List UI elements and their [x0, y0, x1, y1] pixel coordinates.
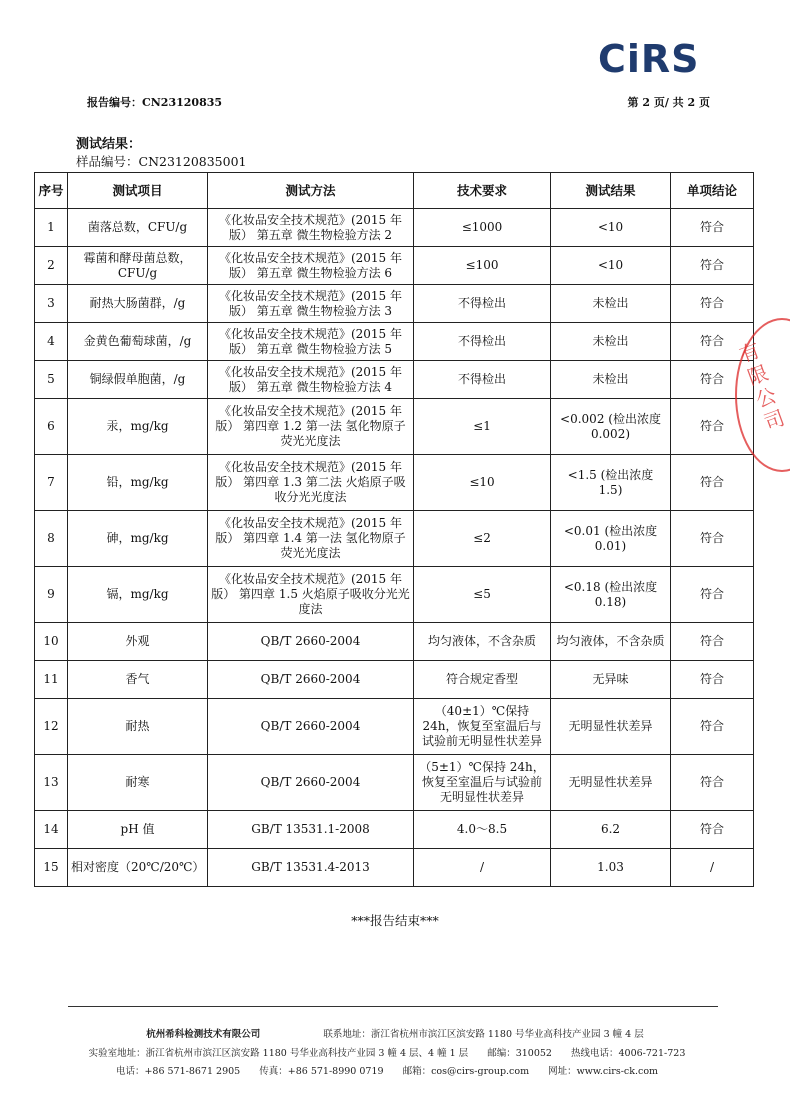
- row-item: 铅，mg/kg: [68, 455, 208, 511]
- row-requirement: 不得检出: [414, 361, 551, 399]
- row-method: 《化妆品安全技术规范》(2015 年版） 第四章 1.2 第一法 氢化物原子荧光光度法: [208, 399, 414, 455]
- row-requirement: 符合规定香型: [414, 661, 551, 699]
- footer-divider: [68, 1006, 718, 1007]
- row-method: QB/T 2660-2004: [208, 699, 414, 755]
- page-indicator: 第 2 页/ 共 2 页: [627, 96, 710, 109]
- table-row: [35, 567, 754, 623]
- row-method: 《化妆品安全技术规范》(2015 年版） 第五章 微生物检验方法 6: [208, 247, 414, 285]
- row-item: 砷，mg/kg: [68, 511, 208, 567]
- row-conclusion: 符合: [671, 567, 754, 623]
- row-method: QB/T 2660-2004: [208, 755, 414, 811]
- table-row: [35, 755, 754, 811]
- col-header-no: 序号: [35, 173, 68, 209]
- row-no: 15: [35, 849, 68, 887]
- table-row: [35, 811, 754, 849]
- footer-website: 网址：www.cirs-ck.com: [548, 1066, 659, 1077]
- row-conclusion: 符合: [671, 755, 754, 811]
- row-no: 7: [35, 455, 68, 511]
- row-method: QB/T 2660-2004: [208, 661, 414, 699]
- row-method: QB/T 2660-2004: [208, 623, 414, 661]
- row-item: 香气: [68, 661, 208, 699]
- row-conclusion: 符合: [671, 361, 754, 399]
- row-conclusion: 符合: [671, 455, 754, 511]
- row-conclusion: 符合: [671, 285, 754, 323]
- table-row: [35, 285, 754, 323]
- col-header-requirement: 技术要求: [414, 173, 551, 209]
- row-conclusion: 符合: [671, 511, 754, 567]
- row-no: 5: [35, 361, 68, 399]
- row-result: 未检出: [551, 361, 671, 399]
- row-result: 无明显性状差异: [551, 755, 671, 811]
- row-item: 汞，mg/kg: [68, 399, 208, 455]
- footer-hotline: 热线电话：4006-721-723: [571, 1048, 686, 1059]
- row-no: 10: [35, 623, 68, 661]
- row-conclusion: 符合: [671, 699, 754, 755]
- cirs-logo: CiRS: [598, 37, 700, 81]
- row-item: 耐热: [68, 699, 208, 755]
- row-conclusion: 符合: [671, 661, 754, 699]
- row-item: 耐寒: [68, 755, 208, 811]
- row-method: 《化妆品安全技术规范》(2015 年版） 第四章 1.5 火焰原子吸收分光光度法: [208, 567, 414, 623]
- table-row: [35, 699, 754, 755]
- footer-company: 杭州希科检测技术有限公司: [146, 1029, 261, 1040]
- row-no: 14: [35, 811, 68, 849]
- row-item: 铜绿假单胞菌，/g: [68, 361, 208, 399]
- row-result: 1.03: [551, 849, 671, 887]
- table-row: [35, 849, 754, 887]
- row-item: pH 值: [68, 811, 208, 849]
- row-conclusion: /: [671, 849, 754, 887]
- seal-text: 有限公司: [733, 338, 789, 438]
- row-requirement: 不得检出: [414, 323, 551, 361]
- row-item: 霉菌和酵母菌总数，CFU/g: [68, 247, 208, 285]
- row-no: 6: [35, 399, 68, 455]
- row-result: <1.5 (检出浓度 1.5): [551, 455, 671, 511]
- row-method: 《化妆品安全技术规范》(2015 年版） 第五章 微生物检验方法 3: [208, 285, 414, 323]
- table-row: [35, 209, 754, 247]
- row-method: 《化妆品安全技术规范》(2015 年版） 第五章 微生物检验方法 4: [208, 361, 414, 399]
- row-result: <0.01 (检出浓度 0.01): [551, 511, 671, 567]
- row-no: 1: [35, 209, 68, 247]
- row-item: 外观: [68, 623, 208, 661]
- col-header-conclusion: 单项结论: [671, 173, 754, 209]
- row-no: 13: [35, 755, 68, 811]
- footer-line-3: [0, 1063, 790, 1077]
- row-result: <10: [551, 209, 671, 247]
- table-row: [35, 323, 754, 361]
- row-item: 金黄色葡萄球菌，/g: [68, 323, 208, 361]
- row-no: 8: [35, 511, 68, 567]
- table-row: [35, 361, 754, 399]
- table-row: [35, 623, 754, 661]
- footer-lab-address: 实验室地址：浙江省杭州市滨江区滨安路 1180 号华业高科技产业园 3 幢 4 层、4 幢 1 层: [88, 1048, 469, 1059]
- footer-line-1: [0, 1026, 790, 1040]
- footer-phone: 电话：+86 571-8671 2905: [115, 1066, 241, 1077]
- row-requirement: ≤5: [414, 567, 551, 623]
- row-method: 《化妆品安全技术规范》(2015 年版） 第四章 1.3 第二法 火焰原子吸收分光光度法: [208, 455, 414, 511]
- row-requirement: ≤10: [414, 455, 551, 511]
- row-requirement: ≤100: [414, 247, 551, 285]
- row-no: 4: [35, 323, 68, 361]
- row-conclusion: 符合: [671, 811, 754, 849]
- row-method: GB/T 13531.1-2008: [208, 811, 414, 849]
- row-method: 《化妆品安全技术规范》(2015 年版） 第五章 微生物检验方法 5: [208, 323, 414, 361]
- row-conclusion: 符合: [671, 323, 754, 361]
- row-requirement: 4.0～8.5: [414, 811, 551, 849]
- row-result: 无明显性状差异: [551, 699, 671, 755]
- report-end-mark: ***报告结束***: [351, 913, 439, 928]
- row-requirement: （5±1）℃保持 24h，恢复至室温后与试验前无明显性状差异: [414, 755, 551, 811]
- row-conclusion: 符合: [671, 247, 754, 285]
- row-item: 菌落总数，CFU/g: [68, 209, 208, 247]
- col-header-item: 测试项目: [68, 173, 208, 209]
- row-result: <0.002 (检出浓度 0.002): [551, 399, 671, 455]
- row-no: 11: [35, 661, 68, 699]
- row-item: 耐热大肠菌群，/g: [68, 285, 208, 323]
- row-requirement: 不得检出: [414, 285, 551, 323]
- row-item: 镉，mg/kg: [68, 567, 208, 623]
- row-item: 相对密度（20℃/20℃）: [68, 849, 208, 887]
- row-requirement: 均匀液体，不含杂质: [414, 623, 551, 661]
- footer-email: 邮箱：cos@cirs-group.com: [402, 1066, 530, 1077]
- table-row: [35, 661, 754, 699]
- row-requirement: /: [414, 849, 551, 887]
- row-method: 《化妆品安全技术规范》(2015 年版） 第四章 1.4 第一法 氢化物原子荧光光度法: [208, 511, 414, 567]
- row-conclusion: 符合: [671, 623, 754, 661]
- sample-number: 样品编号：CN23120835001: [76, 154, 247, 169]
- section-title: 测试结果：: [76, 137, 142, 152]
- footer-line-2: [0, 1045, 790, 1059]
- table-row: [35, 455, 754, 511]
- table-row: [35, 399, 754, 455]
- table-header-row: [35, 173, 754, 209]
- row-result: 均匀液体，不含杂质: [551, 623, 671, 661]
- row-conclusion: 符合: [671, 399, 754, 455]
- table-row: [35, 511, 754, 567]
- report-number: 报告编号：CN23120835: [87, 96, 223, 109]
- row-no: 2: [35, 247, 68, 285]
- col-header-method: 测试方法: [208, 173, 414, 209]
- row-result: <10: [551, 247, 671, 285]
- results-table: [34, 172, 754, 887]
- row-requirement: ≤1000: [414, 209, 551, 247]
- col-header-result: 测试结果: [551, 173, 671, 209]
- row-result: 未检出: [551, 285, 671, 323]
- table-row: [35, 247, 754, 285]
- row-method: 《化妆品安全技术规范》(2015 年版） 第五章 微生物检验方法 2: [208, 209, 414, 247]
- row-requirement: （40±1）℃保持 24h，恢复至室温后与试验前无明显性状差异: [414, 699, 551, 755]
- row-result: 未检出: [551, 323, 671, 361]
- row-result: 无异味: [551, 661, 671, 699]
- row-conclusion: 符合: [671, 209, 754, 247]
- row-requirement: ≤1: [414, 399, 551, 455]
- row-no: 9: [35, 567, 68, 623]
- row-no: 12: [35, 699, 68, 755]
- row-result: 6.2: [551, 811, 671, 849]
- footer-postcode: 邮编：310052: [487, 1048, 552, 1059]
- row-no: 3: [35, 285, 68, 323]
- row-requirement: ≤2: [414, 511, 551, 567]
- footer-fax: 传真：+86 571-8990 0719: [259, 1066, 384, 1077]
- footer-contact-address: 联系地址：浙江省杭州市滨江区滨安路 1180 号华业高科技产业园 3 幢 4 层: [323, 1029, 644, 1040]
- row-method: GB/T 13531.4-2013: [208, 849, 414, 887]
- row-result: <0.18 (检出浓度 0.18): [551, 567, 671, 623]
